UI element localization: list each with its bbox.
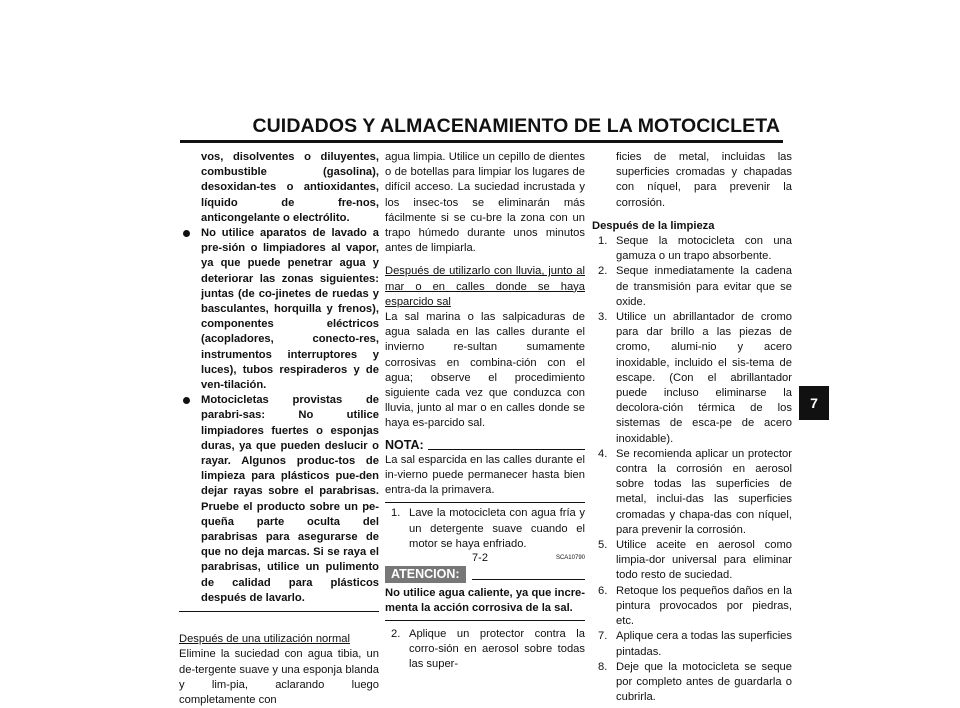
chapter-tab: 7 (799, 386, 829, 420)
list-text: Seque inmediatamente la cadena de transmisión para evitar que se oxide. (616, 265, 792, 308)
list-item (592, 584, 792, 630)
list-continuation: ficies de metal, incluidas las superficies cromadas y chapadas con níquel, para prevenir la corrosión. (616, 151, 792, 209)
list-item (592, 629, 792, 659)
list-number: 6. (598, 584, 608, 597)
warning-continuation: vos, disolventes o diluyentes, combustible (gasolina), desoxidan-tes o antioxidantes, líquido de fre-nos, anticongelante o electrólito. (201, 151, 379, 224)
column-2 (385, 150, 585, 672)
section-heading: Después de una utilización normal (179, 633, 351, 646)
bullet-text: No utilice aparatos de lavado a pre-sión o limpiadores al vapor, ya que puede penetrar agua y deteriorar las zonas siguientes: juntas (de co-jinetes de ruedas y basculantes, horquilla y frenos), componentes eléctricos (acopladores, conecto-res, instrumentos interruptores y luces), tubos respiraderos y de ven-tilación. (201, 227, 379, 392)
list-text: Aplique un protector contra la corro-sión en aerosol sobre todas las super- (409, 627, 585, 671)
list-number: 2. (598, 265, 608, 278)
paragraph: Elimine la suciedad con agua tibia, un de-tergente suave y una esponja blanda y lim-pia, aclarando luego completamente con (179, 648, 379, 706)
list-text: Utilice aceite en aerosol como limpia-dor universal para eliminar todo resto de suciedad. (616, 539, 792, 582)
column-1 (179, 150, 379, 708)
page-number: 7-2 (472, 552, 488, 564)
list-item (592, 234, 792, 264)
header-rule (180, 140, 783, 143)
list-text: Utilice un abrillantador de cromo para dar brillo a las piezas de cromo, alumi-nio y acero inoxidable, incluido el sis-tema de escape. (Con el abrillantador puede incluso eliminarse la decolora-ción térmica de los sistemas de esca-pe de acero inoxidable). (616, 311, 792, 445)
list-number: 1. (598, 235, 608, 248)
list-number: 2. (391, 627, 401, 640)
list-number: 8. (598, 660, 608, 673)
list-item (592, 447, 792, 538)
caution-label: ATENCION: (385, 566, 466, 583)
bullet-text: Motocicletas provistas de parabri-sas: No utilice limpiadores fuertes o esponjas duras, ya que pueden deslucir o rayar. Algunos produc-tos de limpieza para plásticos pue-den dejar rayas sobre el parabrisas. Pruebe el producto sobre un pe-queña parte oculta del parabrisas para asegurarse de que no deja marcas. Si se raya el parabrisas, utilice un pulimento de calidad para plásticos después de lavarlo. (201, 394, 379, 604)
list-text: Deje que la motocicleta se seque por completo antes de guardarla o cubrirla. (616, 660, 792, 704)
bullet-icon (183, 397, 190, 404)
cleaning-steps-list (592, 234, 792, 705)
list-text: Se recomienda aplicar un protector contra la corrosión en aerosol sobre todas las superficies de metal, inclui-das las superficies cromadas y chapa-das con níquel, para prevenir la corrosión. (616, 447, 792, 536)
note-end-rule (385, 502, 585, 503)
caution-header (385, 566, 585, 583)
note-rule (428, 449, 585, 450)
list-number: 5. (598, 539, 608, 552)
list-text: Retoque los pequeños daños en la pintura provocados por piedras, etc. (616, 584, 792, 628)
bullet-item (179, 393, 379, 606)
list-item (592, 264, 792, 310)
section-heading: Después de la limpieza (592, 219, 715, 232)
list-text: Aplique cera a todas las superficies pintadas. (616, 630, 792, 658)
caution-text: No utilice agua caliente, ya que incre-menta la acción corrosiva de la sal. (385, 587, 585, 615)
list-number: 4. (598, 447, 608, 460)
bullet-icon (183, 230, 190, 237)
note-label: NOTA: (385, 437, 424, 452)
page-title: CUIDADOS Y ALMACENAMIENTO DE LA MOTOCICLETA (252, 115, 780, 137)
note-text: La sal esparcida en las calles durante el in-vierno puede permanecer hasta bien entra-da la primavera. (385, 453, 585, 497)
caution-end-rule (385, 620, 585, 621)
list-item (592, 310, 792, 447)
caution-code: SCA10790 (555, 555, 585, 562)
section-heading: Después de utilizarlo con lluvia, junto al mar o en calles donde se haya esparcido sal (385, 265, 585, 308)
note-header (385, 438, 585, 453)
list-number: 3. (598, 311, 608, 324)
list-item (592, 538, 792, 584)
list-item (385, 506, 585, 552)
paragraph: La sal marina o las salpicaduras de agua salada en las calles durante el invierno re-sultan sumamente corrosivas en combina-ción con el agua; observe el procedimiento siguiente cada vez que conduzca con lluvia, junto al mar o en calles donde se haya es-parcido sal. (385, 311, 585, 430)
caution-rule (472, 579, 585, 580)
bullet-item (179, 226, 379, 393)
list-item (385, 627, 585, 673)
column-3 (592, 150, 792, 705)
list-number: 7. (598, 630, 608, 643)
list-text: Lave la motocicleta con agua fría y un detergente suave cuando el motor se haya enfriado. (409, 507, 585, 550)
list-item (592, 660, 792, 706)
section-rule (179, 611, 379, 612)
paragraph: agua limpia. Utilice un cepillo de dientes o de botellas para limpiar los lugares de difícil acceso. La suciedad incrustada y los insec-tos se eliminarán más fácilmente si se cu-bre la zona con un trapo húmedo durante unos minutos antes de limpiarla. (385, 151, 585, 255)
list-number: 1. (391, 507, 401, 520)
list-text: Seque la motocicleta con una gamuza o un trapo absorbente. (616, 235, 792, 263)
